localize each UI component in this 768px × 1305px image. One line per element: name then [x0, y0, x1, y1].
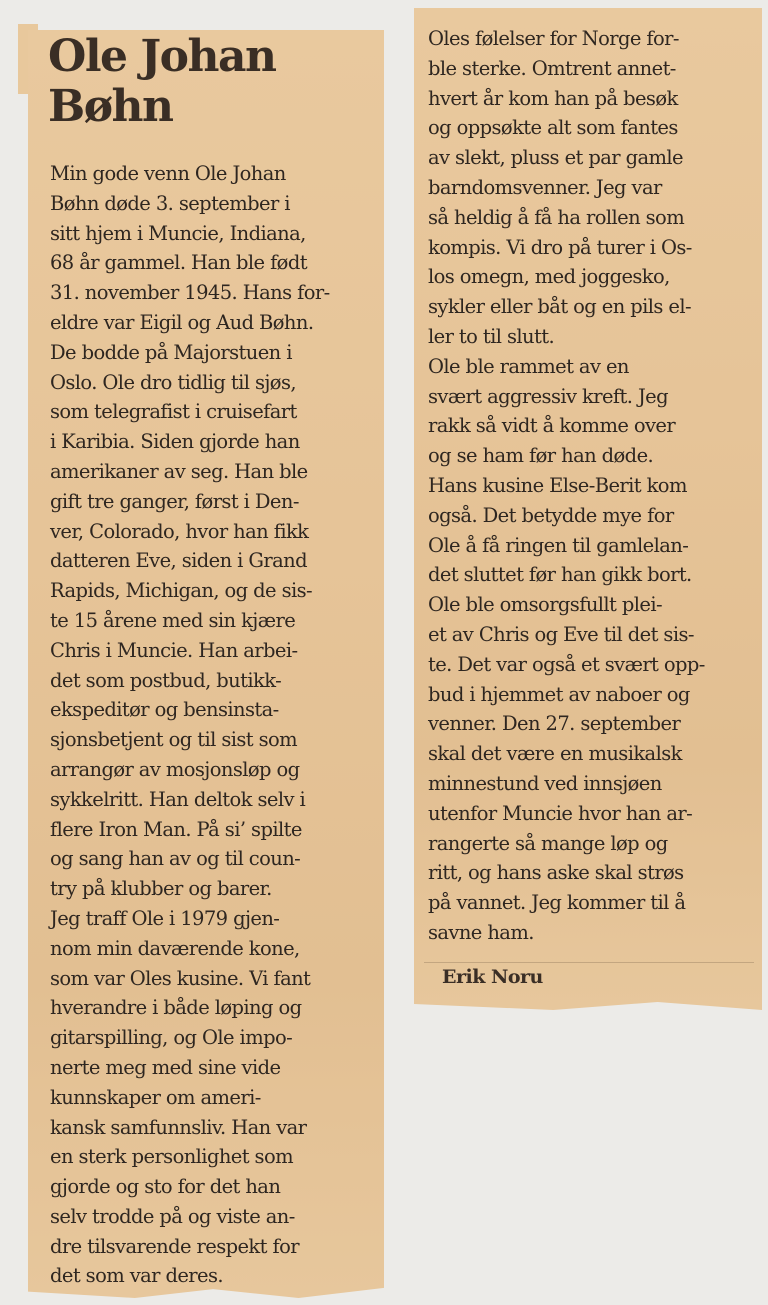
text-line: en sterk personlighet som [50, 1145, 293, 1169]
text-line: utenfor Muncie hvor han ar- [428, 801, 693, 825]
text-line: svært aggressiv kreft. Jeg [428, 384, 668, 408]
text-line: Ole ble omsorgsfullt plei- [428, 593, 662, 617]
text-line: gjorde og sto for det han [50, 1175, 281, 1199]
text-line: hverandre i både løping og [50, 996, 302, 1020]
text-line: skal det være en musikalsk [428, 742, 682, 766]
text-line: te. Det var også et svært opp- [428, 652, 705, 676]
text-line: et av Chris og Eve til det sis- [428, 622, 694, 646]
text-line: det som postbud, butikk- [50, 668, 282, 692]
text-line: dre tilsvarende respekt for [50, 1234, 299, 1258]
text-line: rangerte så mange løp og [428, 831, 668, 855]
signature-divider [424, 962, 754, 963]
text-line: arrangør av mosjonsløp og [50, 757, 300, 781]
text-line: flere Iron Man. På si’ spilte [50, 817, 302, 841]
text-line: av slekt, pluss et par gamle [428, 146, 683, 170]
article-body-left-column [50, 159, 370, 1291]
text-line: gift tre ganger, først i Den- [50, 489, 299, 513]
text-line: Jeg traff Ole i 1979 gjen- [50, 906, 280, 930]
text-line: eldre var Eigil og Aud Bøhn. [50, 310, 314, 334]
text-line: savne ham. [428, 920, 534, 944]
text-line: det sluttet før han gikk bort. [428, 563, 692, 587]
text-line: kunnskaper om ameri- [50, 1085, 261, 1109]
article-title-line-2: Bøhn [48, 81, 173, 132]
text-line: Hans kusine Else-Berit kom [428, 473, 687, 497]
text-line: ritt, og hans aske skal strøs [428, 861, 684, 885]
article-body-right-column [428, 24, 748, 948]
text-line: hvert år kom han på besøk [428, 86, 678, 110]
article-signature: Erik Noru [442, 966, 543, 988]
text-line: kansk samfunnsliv. Han var [50, 1115, 307, 1139]
text-line: minnestund ved innsjøen [428, 771, 662, 795]
text-line: også. Det betydde mye for [428, 503, 674, 527]
text-line: Rapids, Michigan, og de sis- [50, 579, 313, 603]
text-line: så heldig å få ha rollen som [428, 205, 685, 229]
text-line: De bodde på Majorstuen i [50, 340, 292, 364]
article-title-line-1: Ole Johan [48, 31, 276, 82]
text-line: sjonsbetjent og til sist som [50, 728, 298, 752]
text-line: amerikaner av seg. Han ble [50, 459, 308, 483]
text-line: los omegn, med joggesko, [428, 265, 670, 289]
text-line: Ole å få ringen til gamlelan- [428, 533, 689, 557]
text-line: Chris i Muncie. Han arbei- [50, 638, 298, 662]
text-line: nom min daværende kone, [50, 936, 300, 960]
text-line: datteren Eve, siden i Grand [50, 549, 307, 573]
text-line: Min gode venn Ole Johan [50, 162, 286, 185]
text-line: sykkelritt. Han deltok selv i [50, 787, 306, 811]
text-line: på vannet. Jeg kommer til å [428, 891, 686, 915]
text-line: i Karibia. Siden gjorde han [50, 430, 300, 454]
text-line: Oslo. Ole dro tidlig til sjøs, [50, 370, 296, 394]
text-line: som telegrafist i cruisefart [50, 400, 297, 424]
text-line: som var Oles kusine. Vi fant [50, 966, 311, 990]
text-line: barndomsvenner. Jeg var [428, 175, 662, 199]
text-line: og oppsøkte alt som fantes [428, 116, 678, 140]
text-line: nerte meg med sine vide [50, 1055, 281, 1079]
text-line: Bøhn døde 3. september i [50, 191, 290, 215]
text-line: Oles følelser for Norge for- [428, 27, 679, 50]
text-line: og se ham før han døde. [428, 444, 654, 468]
text-line: try på klubber og barer. [50, 877, 272, 901]
text-line: bud i hjemmet av naboer og [428, 682, 690, 706]
text-line: gitarspilling, og Ole impo- [50, 1026, 293, 1050]
text-line: rakk så vidt å komme over [428, 414, 676, 438]
text-line: sykler eller båt og en pils el- [428, 295, 691, 319]
text-line: ekspeditør og bensinsta- [50, 698, 279, 722]
text-line: ver, Colorado, hvor han fikk [50, 519, 309, 543]
text-line: 68 år gammel. Han ble født [50, 251, 307, 275]
text-line: ble sterke. Omtrent annet- [428, 56, 676, 80]
text-line: sitt hjem i Muncie, Indiana, [50, 221, 306, 245]
text-line: venner. Den 27. september [428, 712, 681, 736]
text-line: 31. november 1945. Hans for- [50, 281, 330, 305]
text-line: og sang han av og til coun- [50, 847, 301, 871]
text-line: selv trodde på og viste an- [50, 1204, 295, 1228]
text-line: kompis. Vi dro på turer i Os- [428, 235, 692, 259]
text-line: ler to til slutt. [428, 324, 555, 348]
article-title [48, 32, 368, 132]
text-line: Ole ble rammet av en [428, 354, 629, 378]
text-line: te 15 årene med sin kjære [50, 608, 296, 632]
text-line: det som var deres. [50, 1264, 223, 1288]
